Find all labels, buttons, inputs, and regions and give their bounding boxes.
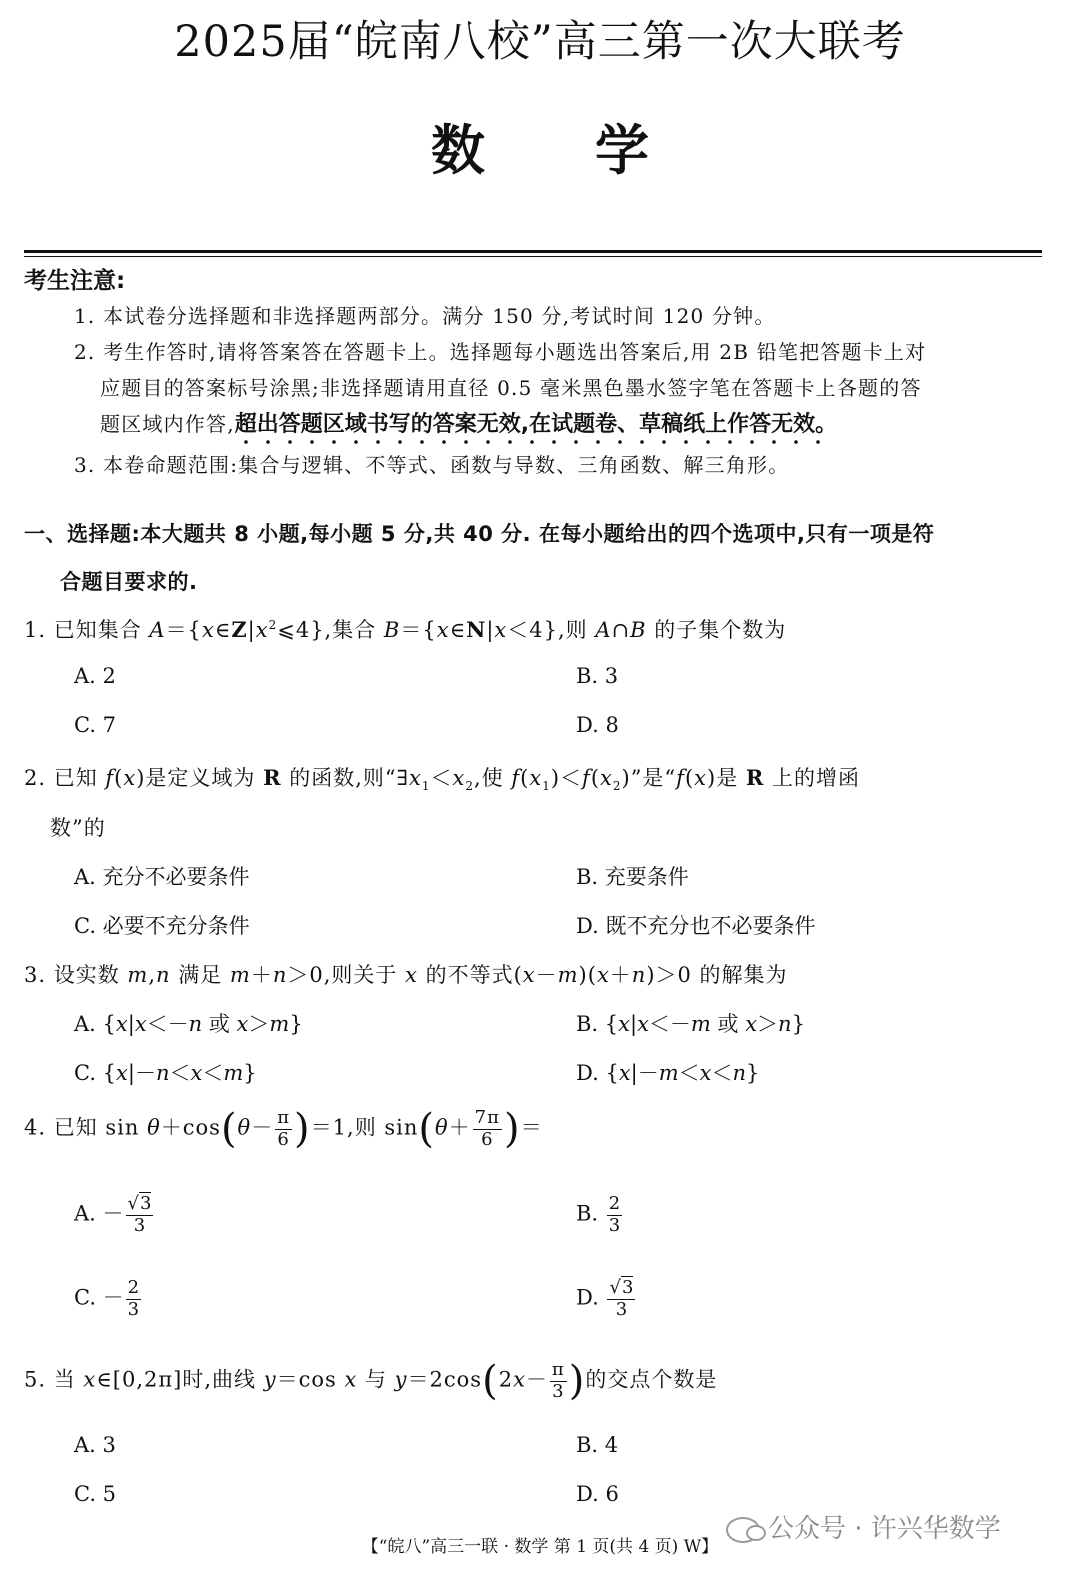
note-1: 1. 本试卷分选择题和非选择题两部分。满分 150 分,考试时间 120 分钟。 [74,304,776,328]
page-footer: 【“皖八”高三一联 · 数学 第 1 页(共 4 页) W】 [361,1537,719,1557]
divider-thick [24,250,1042,253]
q4-option-b: B. $\frac{2}{3}$ [576,1193,621,1236]
note-2-line-3-text: 题区域内作答, [100,412,235,436]
note-2-line-2: 应题目的答案标号涂黑;非选择题请用直径 0.5 毫米黑色墨水签字笔在答题卡上各题的答 [100,376,922,400]
q2-option-c: C. 必要不充分条件 [74,914,250,938]
q1-option-d: D. 8 [576,713,619,737]
q1-option-c: C. 7 [74,713,117,737]
notes-heading: 考生注意: [24,268,126,294]
q1-option-a: A. 2 [74,664,116,688]
exam-title: 2025届“皖南八校”高三第一次大联考 [174,17,906,67]
section-heading-line-1: 一、选择题:本大题共 8 小题,每小题 5 分,共 40 分. 在每小题给出的四个选项中,只有一项是符 [24,522,935,546]
subject-title: 数学 [431,119,759,182]
question-2: 2. 已知 f(x)是定义域为 R 的函数,则“$\exists x_1<x_2$,使 $f(x_1)<f(x_2)$”是“f(x)是 R 上的增函 [24,765,861,794]
q2-option-d: D. 既不充分也不必要条件 [576,914,816,938]
q3-option-c: C. {x|－n＜x＜m} [74,1061,257,1085]
watermark-text: 公众号 · 许兴华数学 [768,1514,1001,1544]
note-2-emphasis: 超出答题区域书写的答案无效,在试题卷、草稿纸上作答无效。 [235,412,837,446]
question-5: 5. 当 x∈[0,2π]时,曲线 y＝cos x 与 y＝2cos(2x－ $\frac{\pi}{3}$ )的交点个数是 [24,1358,718,1404]
divider-thin [24,256,1042,257]
q4-option-d: D. $\frac{√3}{3}$ [576,1277,634,1320]
q5-option-a: A. 3 [74,1433,116,1457]
question-1: 1. 已知集合 $A=\{x\in Z|x^2⩽4\}$,集合 B＝{x∈N|x＜4},则 A∩B 的子集个数为 [24,617,787,642]
note-2-line-3 [100,407,837,438]
question-3: 3. 设实数 m,n 满足 m＋n＞0,则关于 x 的不等式(x－m)(x＋n)＞0 的解集为 [24,963,788,987]
q5-option-c: C. 5 [74,1482,117,1506]
q1-option-b: B. 3 [576,664,619,688]
q3-option-b: B. {x|x＜－m 或 x＞n} [576,1012,805,1036]
section-heading-line-2: 合题目要求的. [60,570,198,594]
q5-option-d: D. 6 [576,1482,619,1506]
note-2-line-1: 2. 考生作答时,请将答案答在答题卡上。选择题每小题选出答案后,用 2B 铅笔把答题卡上对 [74,340,927,364]
q2-option-a: A. 充分不必要条件 [74,865,250,889]
q4-option-c: C. － $\frac{2}{3}$ [74,1277,140,1320]
q2-option-b: B. 充要条件 [576,865,689,889]
q5-option-b: B. 4 [576,1433,619,1457]
q4-option-a: A. － $\frac{√3}{3}$ [74,1193,152,1236]
note-3: 3. 本卷命题范围:集合与逻辑、不等式、函数与导数、三角函数、解三角形。 [74,453,790,477]
q3-option-d: D. {x|－m＜x＜n} [576,1061,760,1085]
question-4: 4. 已知 sin θ＋cos(θ－ $\frac{\pi}{6}$ )＝1,则 sin(θ＋ $\frac{7\pi}{6}$ )＝ [24,1106,543,1152]
q3-option-a: A. {x|x＜－n 或 x＞m} [74,1012,303,1036]
question-2-line-2: 数”的 [50,816,106,840]
